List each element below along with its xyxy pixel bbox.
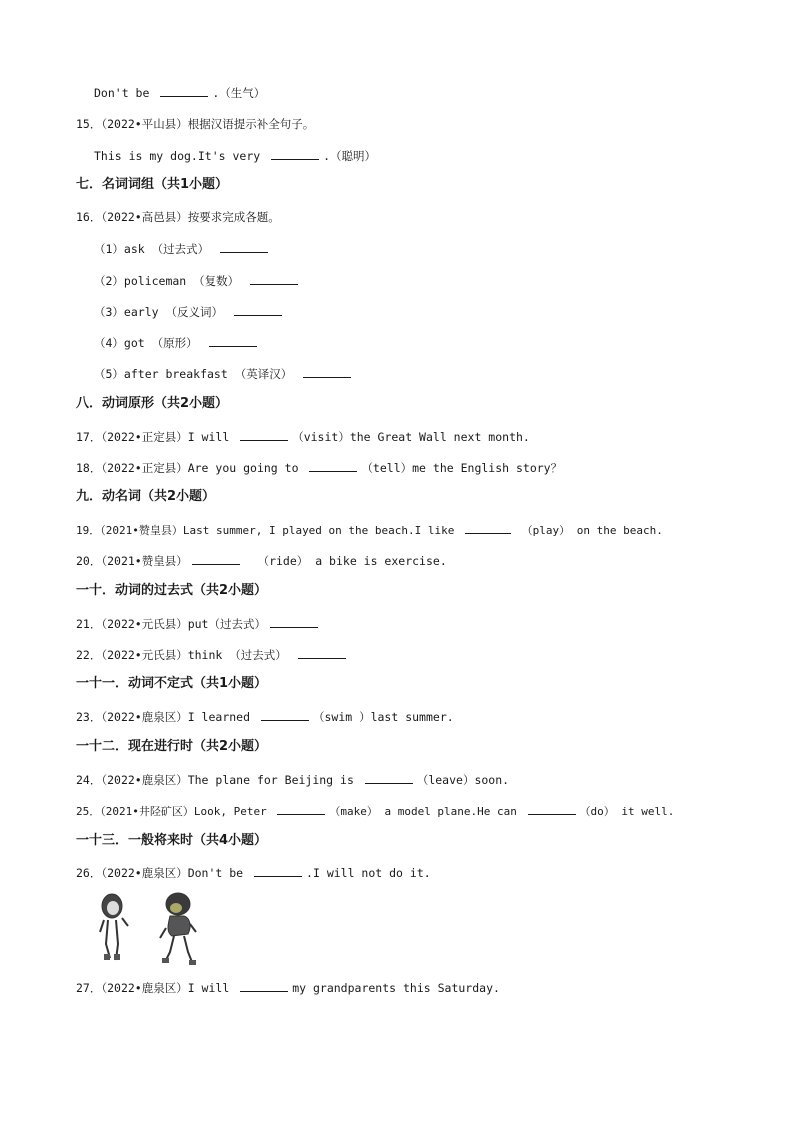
question-20 — [76, 552, 447, 569]
answer-blank[interactable] — [309, 459, 357, 472]
question-19 — [76, 521, 663, 539]
question-23 — [76, 708, 454, 725]
answer-blank[interactable] — [277, 802, 325, 815]
sentence-part: （do） it well. — [579, 805, 675, 818]
sentence-part: .（聪明） — [323, 149, 377, 163]
section-heading-9: 九．动名词（共2小题） — [76, 489, 216, 504]
question-16: 16．（2022•高邑县）按要求完成各题。 — [76, 210, 280, 224]
question-15 — [76, 116, 314, 132]
answer-blank[interactable] — [271, 147, 319, 160]
section-heading-10: 一十．动词的过去式（共2小题） — [76, 583, 268, 598]
answer-blank[interactable] — [270, 615, 318, 628]
section-heading-11: 一十一．动词不定式（共1小题） — [76, 676, 268, 691]
sentence-part: 24．（2022•鹿泉区）The plane for Beijing is — [76, 773, 354, 787]
question-17 — [76, 428, 530, 445]
answer-blank[interactable] — [528, 802, 576, 815]
question-16-item-4 — [94, 334, 261, 351]
question-18 — [76, 459, 562, 476]
sentence-part: Don't be — [94, 86, 150, 100]
question-16-item-2 — [94, 272, 302, 289]
question-16-item-1 — [94, 240, 272, 257]
answer-blank[interactable] — [240, 428, 288, 441]
answer-blank[interactable] — [254, 864, 302, 877]
item-text: （3）early （反义词） — [94, 305, 223, 319]
question-16-item-3 — [94, 303, 286, 320]
section-heading-7: 七．名词词组（共1小题） — [76, 177, 229, 192]
answer-blank[interactable] — [250, 272, 298, 285]
sentence-part: 20．（2021•赞皇县） — [76, 554, 188, 568]
question-26 — [76, 864, 431, 881]
figure-right — [160, 893, 196, 965]
answer-blank[interactable] — [303, 365, 351, 378]
section-heading-13: 一十三．一般将来时（共4小题） — [76, 833, 268, 848]
question-21 — [76, 615, 322, 632]
answer-blank[interactable] — [261, 708, 309, 721]
figure-left — [100, 894, 128, 960]
item-text: （1）ask （过去式） — [94, 242, 210, 256]
sentence-part: 19．（2021•赞皇县）Last summer, I played on the beach.I like — [76, 524, 455, 537]
answer-blank[interactable] — [240, 979, 288, 992]
sentence-part: This is my dog.It's very — [94, 149, 261, 163]
sentence-part: （ride） a bike is exercise. — [257, 554, 447, 568]
question-22 — [76, 646, 350, 663]
item-text: 22．（2022•元氏县）think （过去式） — [76, 648, 287, 662]
sentence-part: （visit）the Great Wall next month. — [292, 430, 530, 444]
sentence-part: （make） a model plane.He can — [329, 805, 517, 818]
answer-blank[interactable] — [209, 334, 257, 347]
item-text: （2）policeman （复数） — [94, 274, 240, 288]
sentence-part: （tell）me the English story？ — [361, 461, 563, 475]
sentence-part: my grandparents this Saturday. — [292, 981, 500, 995]
answer-blank[interactable] — [465, 521, 511, 534]
answer-blank[interactable] — [220, 240, 268, 253]
line-dont-be-angry — [94, 84, 265, 101]
sentence-part: .I will not do it. — [306, 866, 431, 880]
sentence-part: 18．（2022•正定县）Are you going to — [76, 461, 299, 475]
item-text: （5）after breakfast （英译汉） — [94, 367, 293, 381]
answer-blank[interactable] — [365, 771, 413, 784]
question-27 — [76, 979, 500, 996]
sentence-part: 23．（2022•鹿泉区）I learned — [76, 710, 251, 724]
illustration-two-figures — [96, 888, 208, 966]
question-25 — [76, 802, 674, 820]
sentence-part: （swim ）last summer. — [312, 710, 454, 724]
section-heading-8: 八．动词原形（共2小题） — [76, 396, 229, 411]
answer-blank[interactable] — [298, 646, 346, 659]
sentence-part: 26．（2022•鹿泉区）Don't be — [76, 866, 244, 880]
question-text: 15．（2022•平山县）根据汉语提示补全句子。 — [76, 117, 315, 131]
sentence-part: 27．（2022•鹿泉区）I will — [76, 981, 230, 995]
item-text: 21．（2022•元氏县）put（过去式） — [76, 617, 266, 631]
question-24 — [76, 771, 509, 788]
sentence-part: 25．（2021•井陉矿区）Look, Peter — [76, 805, 267, 818]
question-16-item-5 — [94, 365, 355, 382]
answer-blank[interactable] — [192, 552, 240, 565]
sentence-part: .（生气） — [212, 86, 266, 100]
section-heading-12: 一十二．现在进行时（共2小题） — [76, 739, 268, 754]
item-text: （4）got （原形） — [94, 336, 198, 350]
answer-blank[interactable] — [160, 84, 208, 97]
question-15-sentence — [94, 147, 376, 164]
answer-blank[interactable] — [234, 303, 282, 316]
sentence-part: （leave）soon. — [416, 773, 510, 787]
sentence-part: 17．（2022•正定县）I will — [76, 430, 230, 444]
sentence-part: （play） on the beach. — [521, 524, 663, 537]
